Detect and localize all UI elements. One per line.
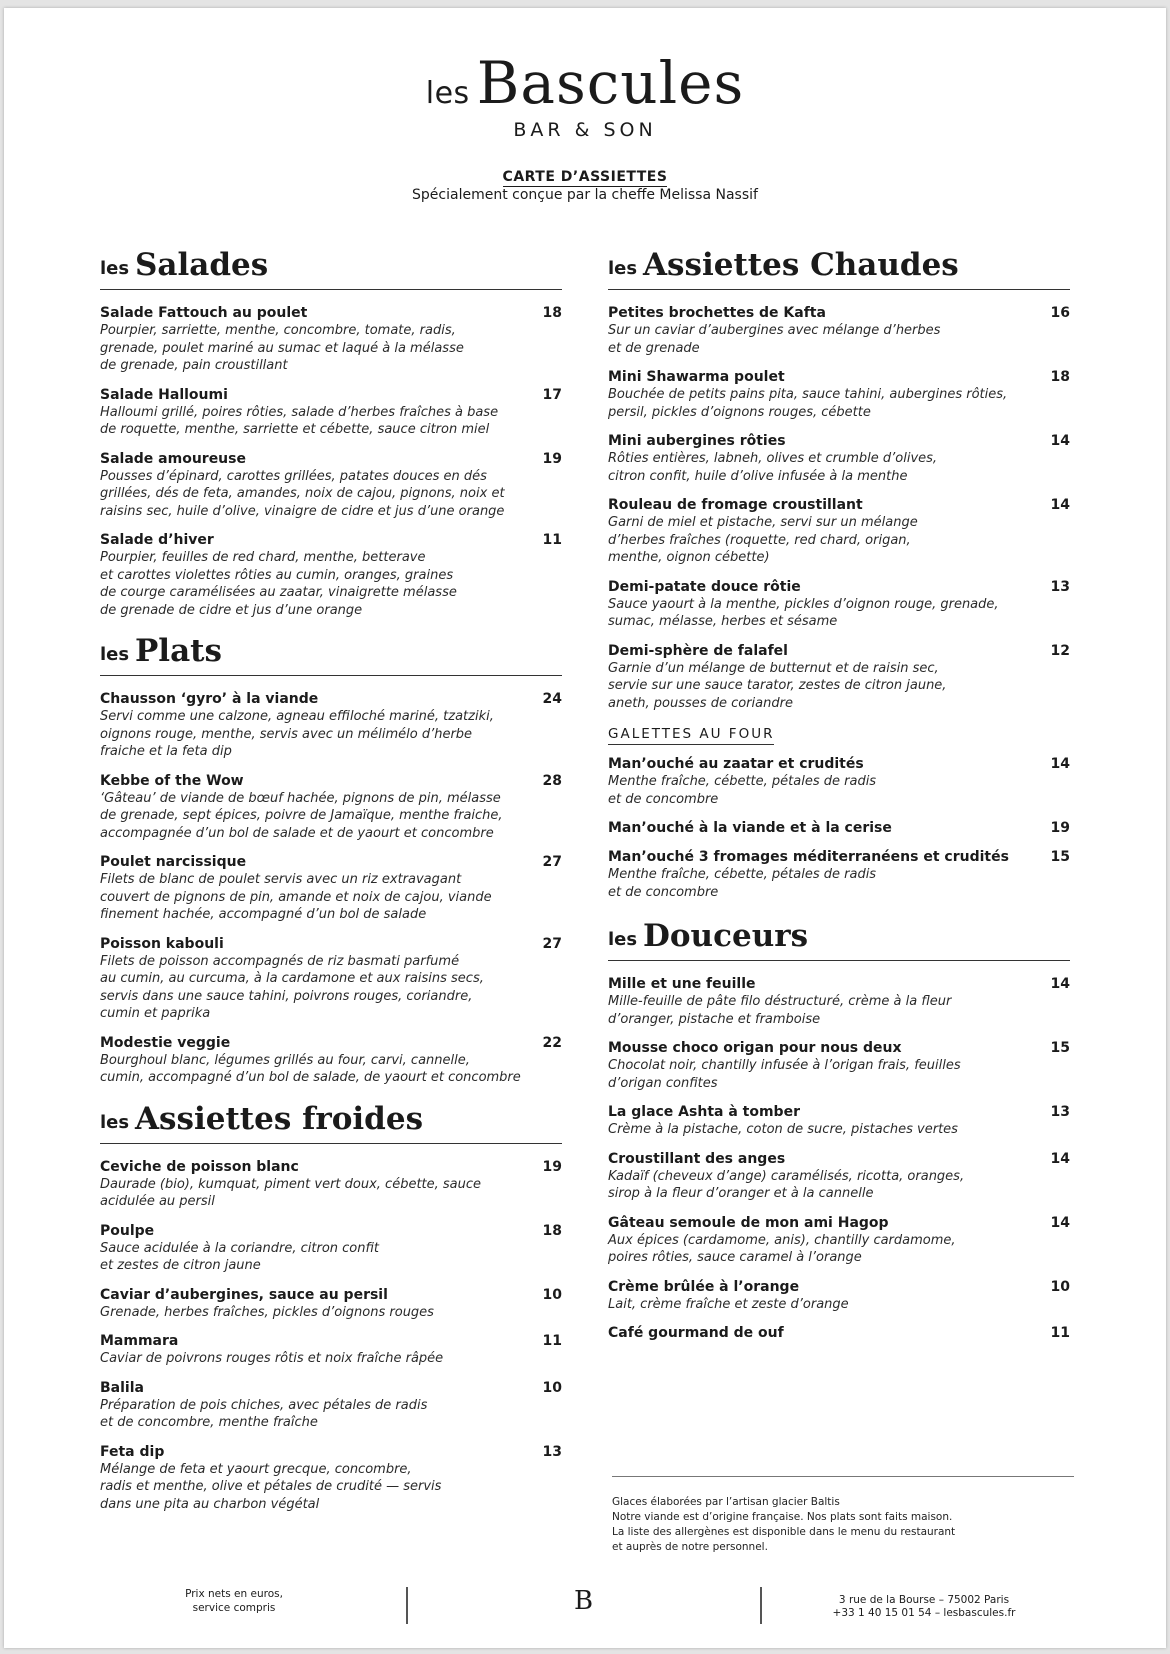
- section-title: Assiettes froides: [135, 1100, 424, 1137]
- dish-description: Lait, crème fraîche et zeste d’orange: [608, 1296, 849, 1312]
- logo-name: Bascules: [476, 49, 745, 117]
- dish-name: Crème brûlée à l’orange: [608, 1278, 800, 1295]
- footnote-line: Notre viande est d’origine française. Nos plats sont faits maison.: [612, 1511, 953, 1523]
- dish-price: 15: [1050, 1040, 1070, 1056]
- dish-name: Mini aubergines rôties: [608, 433, 786, 449]
- menu-item: [608, 578, 1070, 631]
- dish-description: Préparation de pois chiches, avec pétales de radis et de concombre, menthe fraîche: [100, 1397, 428, 1430]
- dish-name: Demi-patate douce rôtie: [608, 578, 801, 595]
- menu-item: [608, 975, 1070, 1028]
- dish-name: Rouleau de fromage croustillant: [608, 497, 863, 513]
- logo-les: les: [425, 76, 470, 111]
- dish-price: 18: [542, 1222, 562, 1239]
- dish-price: 13: [1050, 578, 1070, 595]
- dish-price: 19: [542, 450, 562, 467]
- footer-prices-note: [154, 1587, 314, 1615]
- dish-name: Salade Halloumi: [100, 386, 228, 403]
- salades-list: [100, 304, 562, 619]
- menu-item: [608, 496, 1070, 567]
- carte-title-text: CARTE D’ASSIETTES: [502, 169, 668, 185]
- dish-name: Chausson ‘gyro’ à la viande: [100, 691, 319, 707]
- section-chaudes: [608, 244, 1070, 290]
- footer-logo-mark: B: [574, 1586, 594, 1616]
- section-les: les: [100, 258, 130, 279]
- dish-price: 27: [542, 935, 562, 952]
- dish-price: 10: [542, 1379, 562, 1396]
- menu-item: [608, 1214, 1070, 1267]
- dish-description: Aux épices (cardamome, anis), chantilly cardamome, poires rôties, sauce caramel à l’orange: [608, 1232, 956, 1265]
- dish-description: Menthe fraîche, cébette, pétales de radis et de concombre: [608, 867, 877, 900]
- menu-page: [4, 8, 1166, 1648]
- footer-address: 3 rue de la Bourse – 75002 Paris: [838, 1594, 1010, 1606]
- dish-name: Salade amoureuse: [100, 450, 246, 467]
- dish-price: 18: [1050, 369, 1070, 385]
- brand-subtitle: BAR & SON: [513, 119, 657, 141]
- dish-price: 24: [542, 691, 562, 707]
- dish-price: 11: [542, 1333, 562, 1349]
- footnotes: [612, 1476, 1074, 1555]
- menu-item: [608, 368, 1070, 421]
- dish-name: Balila: [100, 1379, 144, 1396]
- dish-description: Filets de blanc de poulet servis avec un riz extravagant couvert de pignons de pin, amande et noix de cajou, viande finement hachée, accompagné d’un bol de salade: [100, 872, 492, 922]
- footer-divider: [406, 1587, 408, 1624]
- footer-divider: [760, 1587, 762, 1624]
- carte-title: [4, 166, 1166, 185]
- dish-description: Pousses d’épinard, carottes grillées, patates douces en dés grillées, dés de feta, amandes, noix de cajou, pignons, noix et raisins sec, huile d’olive, vinaigre de cidre et jus d’une orange: [100, 468, 505, 519]
- section-froides: [100, 1098, 562, 1144]
- menu-item: [100, 386, 562, 439]
- dish-price: 11: [1050, 1325, 1070, 1341]
- dish-name: Croustillant des anges: [608, 1150, 786, 1167]
- footer-contact: [824, 1594, 1024, 1620]
- dish-name: Demi-sphère de falafel: [608, 642, 788, 659]
- section-title: Plats: [135, 633, 222, 669]
- dish-price: 10: [542, 1286, 562, 1303]
- dish-description: Pourpier, feuilles de red chard, menthe, betterave et carottes violettes rôties au cumin, oranges, graines de courge caramélisées au zaatar, vinaigrette mélasse de grenade de cidre et jus d’une orange: [100, 550, 457, 618]
- section-salades: [100, 244, 562, 290]
- dish-description: Filets de poisson accompagnés de riz basmati parfumé au cumin, au curcuma, à la cardamone et aux raisins secs, servis dans une sauce tahini, poivrons rouges, coriandre, cumin et paprika: [100, 953, 484, 1021]
- menu-item: [100, 1332, 562, 1368]
- menu-item: [100, 1379, 562, 1432]
- dish-price: 14: [1050, 1150, 1070, 1167]
- dish-name: Poisson kabouli: [100, 935, 224, 952]
- footer-left-line: Prix nets en euros,: [185, 1588, 283, 1600]
- dish-description: Mille-feuille de pâte filo déstructuré, crème à la fleur d’oranger, pistache et framboise: [608, 994, 952, 1027]
- dish-name: Caviar d’aubergines, sauce au persil: [100, 1286, 388, 1303]
- dish-description: Mélange de feta et yaourt grecque, concombre, radis et menthe, olive et pétales de crudité — servis dans une pita au charbon végétal: [100, 1461, 442, 1512]
- dish-price: 14: [1050, 756, 1070, 772]
- galettes-heading: GALETTES AU FOUR: [608, 726, 774, 745]
- brand-logo: [4, 49, 1166, 117]
- dish-price: 19: [1050, 820, 1070, 836]
- footer-left-line: service compris: [192, 1602, 276, 1614]
- dish-description: Halloumi grillé, poires rôties, salade d’herbes fraîches à base de roquette, menthe, sarriette et cébette, sauce citron miel: [100, 404, 499, 437]
- menu-item: [608, 819, 1070, 837]
- dish-description: Chocolat noir, chantilly infusée à l’origan frais, feuilles d’origan confites: [608, 1058, 961, 1091]
- right-column: [608, 244, 1070, 1353]
- menu-item: [608, 1324, 1070, 1342]
- galettes-list: [608, 755, 1070, 901]
- dish-price: 22: [542, 1034, 562, 1051]
- dish-price: 14: [1050, 433, 1070, 449]
- dish-name: Mini Shawarma poulet: [608, 369, 785, 385]
- dish-price: 14: [1050, 976, 1070, 992]
- dish-description: Pourpier, sarriette, menthe, concombre, tomate, radis, grenade, poulet mariné au sumac et laqué à la mélasse de grenade, pain croustillant: [100, 323, 464, 373]
- dish-description: Sauce acidulée à la coriandre, citron confit et zestes de citron jaune: [100, 1240, 379, 1273]
- dish-price: 14: [1050, 497, 1070, 513]
- menu-item: [608, 1278, 1070, 1314]
- dish-name: Salade d’hiver: [100, 532, 214, 548]
- dish-name: Salade Fattouch au poulet: [100, 305, 308, 321]
- section-title: Salades: [135, 247, 269, 283]
- dish-description: Daurade (bio), kumquat, piment vert doux, cébette, sauce acidulée au persil: [100, 1176, 482, 1209]
- menu-item: [100, 304, 562, 375]
- dish-description: Kadaïf (cheveux d’ange) caramélisés, ricotta, oranges, sirop à la fleur d’oranger et à la cannelle: [608, 1168, 965, 1201]
- section-title: Douceurs: [643, 918, 809, 954]
- dish-description: Crème à la pistache, coton de sucre, pistaches vertes: [608, 1122, 958, 1137]
- dish-price: 13: [542, 1443, 562, 1460]
- dish-description: Sur un caviar d’aubergines avec mélange d’herbes et de grenade: [608, 323, 941, 356]
- dish-name: Poulpe: [100, 1222, 155, 1239]
- dish-price: 15: [1050, 849, 1070, 865]
- dish-description: Sauce yaourt à la menthe, pickles d’oignon rouge, grenade, sumac, mélasse, herbes et sésame: [608, 596, 999, 629]
- menu-item: [100, 690, 562, 761]
- dish-name: Feta dip: [100, 1443, 165, 1460]
- dish-name: Petites brochettes de Kafta: [608, 305, 826, 321]
- dish-name: Gâteau semoule de mon ami Hagop: [608, 1214, 889, 1231]
- dish-description: Servi comme une calzone, agneau effiloché mariné, tzatziki, oignons rouge, menthe, servis avec un mélimélo d’herbe fraiche et la feta dip: [100, 709, 494, 759]
- dish-price: 19: [542, 1158, 562, 1175]
- dish-price: 13: [1050, 1104, 1070, 1120]
- dish-price: 10: [1050, 1278, 1070, 1295]
- dish-price: 16: [1050, 305, 1070, 321]
- dish-name: Ceviche de poisson blanc: [100, 1158, 299, 1175]
- section-douceurs: [608, 915, 1070, 961]
- dish-price: 17: [542, 386, 562, 403]
- dish-name: Modestie veggie: [100, 1034, 231, 1051]
- dish-name: Mousse choco origan pour nous deux: [608, 1040, 902, 1056]
- dish-name: Man’ouché 3 fromages méditerranéens et crudités: [608, 849, 1009, 865]
- dish-name: Kebbe of the Wow: [100, 772, 244, 789]
- dish-name: Man’ouché à la viande et à la cerise: [608, 820, 892, 836]
- menu-item: [100, 450, 562, 521]
- dish-price: 27: [542, 854, 562, 870]
- dish-name: Poulet narcissique: [100, 854, 247, 870]
- section-plats: [100, 630, 562, 676]
- footnote-line: et auprès de notre personnel.: [612, 1541, 768, 1553]
- dish-description: ‘Gâteau’ de viande de bœuf hachée, pignons de pin, mélasse de grenade, sept épices, poivre de Jamaïque, menthe fraiche, accompagnée d’un bol de salade et de yaourt et concombre: [100, 790, 503, 841]
- section-les: les: [608, 258, 638, 279]
- dish-name: Man’ouché au zaatar et crudités: [608, 756, 864, 772]
- froides-list: [100, 1158, 562, 1514]
- menu-item: [608, 755, 1070, 808]
- left-column: [100, 244, 562, 1524]
- dish-description: Bourghoul blanc, légumes grillés au four, carvi, cannelle, cumin, accompagné d’un bol de salade, de yaourt et concombre: [100, 1052, 521, 1085]
- dish-name: Mille et une feuille: [608, 976, 756, 992]
- dish-price: 11: [542, 532, 562, 548]
- menu-item: [100, 772, 562, 843]
- dish-price: 12: [1050, 642, 1070, 659]
- plats-list: [100, 690, 562, 1087]
- dish-description: Garnie d’un mélange de butternut et de raisin sec, servie sur une sauce tarator, zestes de citron jaune, aneth, pousses de coriandre: [608, 660, 947, 711]
- carte-subtitle: Spécialement conçue par la cheffe Melissa Nassif: [412, 187, 758, 203]
- footnote-line: Glaces élaborées par l’artisan glacier Baltis: [612, 1496, 840, 1508]
- dish-price: 14: [1050, 1214, 1070, 1231]
- menu-item: [608, 1150, 1070, 1203]
- dish-description: Grenade, herbes fraîches, pickles d’oignons rouges: [100, 1304, 434, 1320]
- footnote-line: La liste des allergènes est disponible dans le menu du restaurant: [612, 1526, 956, 1538]
- dish-description: Bouchée de petits pains pita, sauce tahini, aubergines rôties, persil, pickles d’oignons rouges, cébette: [608, 387, 1008, 420]
- menu-item: [608, 432, 1070, 485]
- section-les: les: [608, 929, 638, 950]
- menu-item: [608, 1039, 1070, 1092]
- dish-name: Café gourmand de ouf: [608, 1325, 784, 1341]
- section-les: les: [100, 1111, 130, 1133]
- dish-name: La glace Ashta à tomber: [608, 1104, 800, 1120]
- menu-item: [100, 1158, 562, 1211]
- footer-phone-site: +33 1 40 15 01 54 – lesbascules.fr: [832, 1607, 1016, 1619]
- menu-item: [608, 1103, 1070, 1139]
- menu-item: [100, 1443, 562, 1514]
- menu-item: [100, 853, 562, 924]
- section-title: Assiettes Chaudes: [643, 247, 959, 283]
- menu-item: [100, 1286, 562, 1322]
- menu-item: [100, 935, 562, 1023]
- section-les: les: [100, 644, 130, 665]
- dish-price: 18: [542, 305, 562, 321]
- dish-description: Caviar de poivrons rouges rôtis et noix fraîche râpée: [100, 1351, 444, 1366]
- menu-item: [608, 642, 1070, 713]
- menu-item: [608, 304, 1070, 357]
- dish-price: 28: [542, 772, 562, 789]
- chaudes-list: [608, 304, 1070, 712]
- dish-description: Garni de miel et pistache, servi sur un mélange d’herbes fraîches (roquette, red chard, origan, menthe, oignon cébette): [608, 515, 918, 565]
- dish-description: Menthe fraîche, cébette, pétales de radis et de concombre: [608, 774, 877, 807]
- dish-description: Rôties entières, labneh, olives et crumble d’olives, citron confit, huile d’olive infusée à la menthe: [608, 451, 938, 484]
- menu-item: [100, 1222, 562, 1275]
- douceurs-list: [608, 975, 1070, 1342]
- menu-item: [100, 1034, 562, 1087]
- menu-item: [608, 848, 1070, 901]
- dish-name: Mammara: [100, 1333, 179, 1349]
- menu-item: [100, 531, 562, 619]
